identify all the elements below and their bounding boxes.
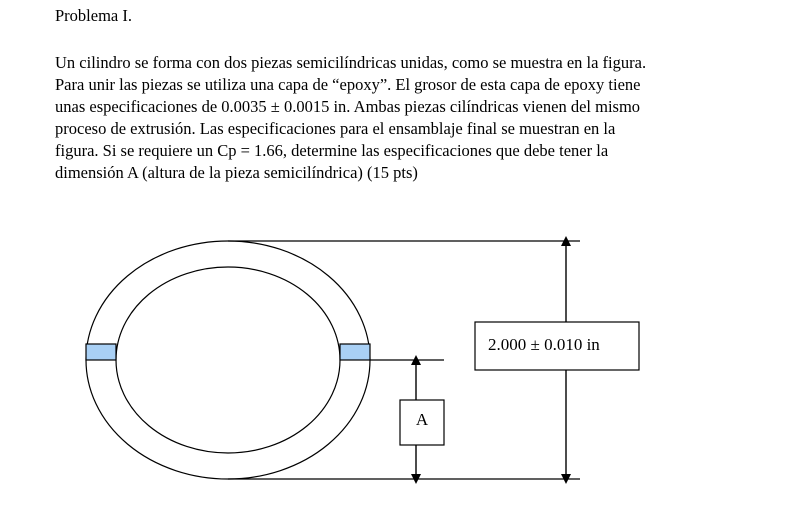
epoxy-layer-right (340, 344, 370, 360)
statement-line-3: unas especificaciones de 0.0035 ± 0.0015 in. Ambas piezas cilíndricas vienen del mismo (55, 97, 641, 116)
inner-ellipse (116, 267, 340, 453)
statement-line-2: Para unir las piezas se utiliza una capa de “epoxy”. El grosor de esta capa de epoxy tiene (55, 75, 641, 94)
statement-line-5: figura. Si se requiere un Cp = 1.66, determine las especificaciones que debe tener la (55, 141, 609, 160)
statement-line-4: proceso de extrusión. Las especificaciones para el ensamblaje final se muestran en la (55, 119, 616, 138)
epoxy-layer-left (86, 344, 116, 360)
outer-ellipse (86, 241, 370, 479)
dimension-a-label: A (415, 410, 429, 429)
statement-line-1: Un cilindro se forma con dos piezas semicilíndricas unidas, como se muestra en la figura. (55, 53, 647, 72)
problem-title: Problema I. (55, 6, 132, 25)
overall-dimension-label: 2.000 ± 0.010 in (488, 335, 600, 354)
statement-line-6: dimensión A (altura de la pieza semicilíndrica) (15 pts) (55, 163, 418, 182)
